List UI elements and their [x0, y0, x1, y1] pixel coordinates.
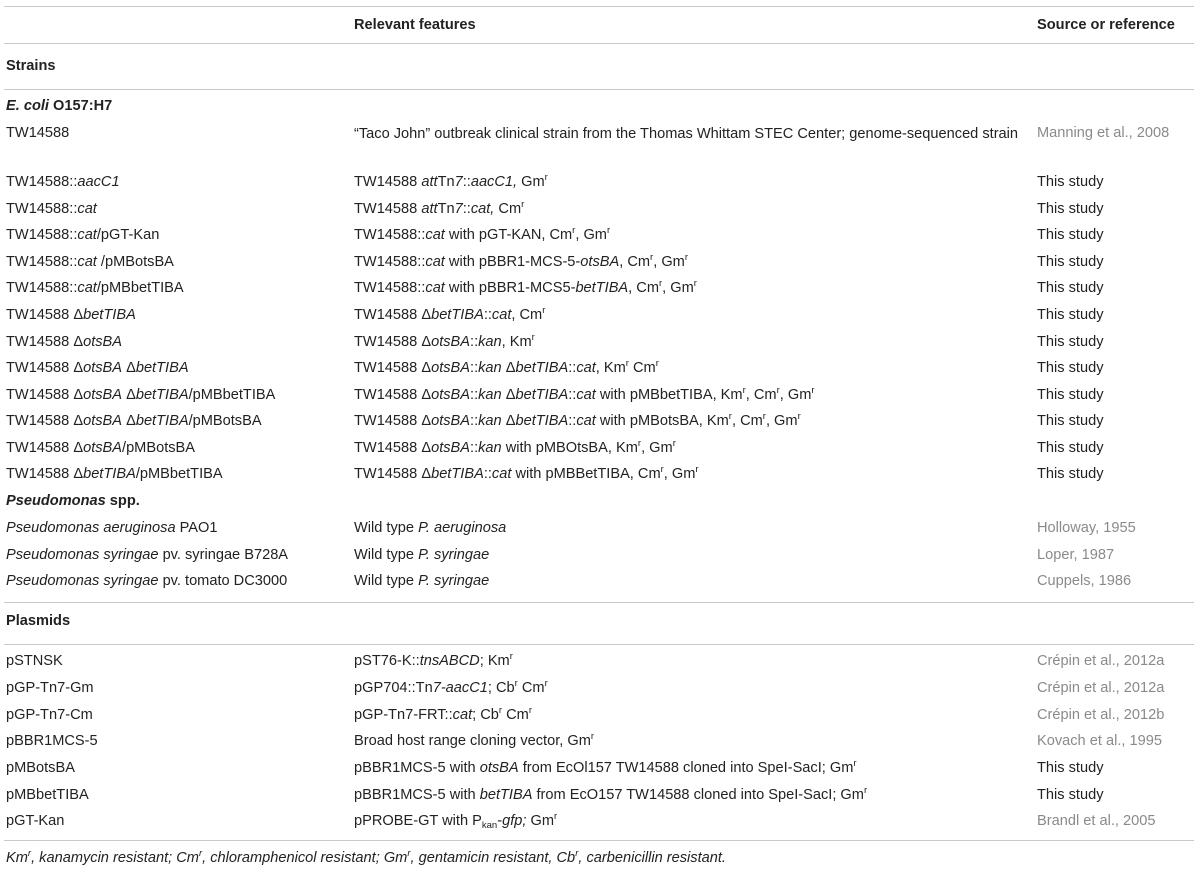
row-reference: This study [1037, 413, 1104, 429]
row-name: TW14588 ΔotsBA ΔbetTIBA [6, 360, 189, 376]
row-features: pBBR1MCS-5 with betTIBA from EcO157 TW14588 cloned into SpeI-SacI; Gm$^r$ [354, 785, 868, 803]
header-rule [4, 43, 1194, 44]
row-features: TW14588 ΔotsBA::kan with pMBOtsBA, Km$^r$, Gm$^r$ [354, 438, 676, 456]
row-name: pGP-Tn7-Cm [6, 707, 93, 723]
row-reference: This study [1037, 254, 1104, 270]
top-rule [4, 6, 1194, 7]
row-reference: This study [1037, 227, 1104, 243]
row-reference: This study [1037, 440, 1104, 456]
row-features: pGP704::Tn7-aacC1; Cb$^r$ Cm$^r$ [354, 678, 548, 696]
row-reference: Holloway, 1955 [1037, 520, 1136, 536]
row-features: “Taco John” outbreak clinical strain from the Thomas Whittam STEC Center; genome-sequenced strain [354, 126, 1019, 142]
row-name: TW14588 [6, 125, 70, 141]
row-name: TW14588::cat /pMBotsBA [6, 254, 174, 270]
row-features: TW14588 ΔotsBA::kan, Km$^r$ [354, 332, 535, 350]
row-name: pBBR1MCS-5 [6, 733, 98, 749]
row-name: pGT-Kan [6, 813, 65, 829]
row-name: pSTNSK [6, 653, 63, 669]
row-name: Pseudomonas syringae pv. tomato DC3000 [6, 573, 288, 589]
row-features: Wild type P. aeruginosa [354, 520, 507, 536]
row-name: Pseudomonas syringae pv. syringae B728A [6, 547, 289, 563]
row-reference: This study [1037, 280, 1104, 296]
row-reference: Crépin et al., 2012b [1037, 707, 1165, 723]
row-reference: This study [1037, 334, 1104, 350]
row-reference: This study [1037, 307, 1104, 323]
row-name: pGP-Tn7-Gm [6, 680, 94, 696]
row-reference: This study [1037, 387, 1104, 403]
row-reference: Kovach et al., 1995 [1037, 733, 1162, 749]
plasmids-top-rule [4, 602, 1194, 603]
row-features: TW14588::cat with pGT-KAN, Cm$^r$, Gm$^r$ [354, 225, 611, 243]
row-reference: Brandl et al., 2005 [1037, 813, 1156, 829]
row-features: pGP-Tn7-FRT::cat; Cb$^r$ Cm$^r$ [354, 705, 533, 723]
strains-rule [4, 89, 1194, 90]
row-features: pST76-K::tnsABCD; Km$^r$ [354, 651, 513, 669]
row-features: Wild type P. syringae [354, 547, 490, 563]
row-reference: Crépin et al., 2012a [1037, 680, 1165, 696]
row-reference: This study [1037, 760, 1104, 776]
row-reference: Loper, 1987 [1037, 547, 1115, 563]
row-features: TW14588 attTn7::aacC1, Gm$^r$ [354, 172, 548, 190]
row-name: TW14588 ΔbetTIBA/pMBbetTIBA [6, 466, 223, 482]
table-footnote: Km$^r$, kanamycin resistant; Cm$^r$, chloramphenicol resistant; Gm$^r$, gentamicin resistant, Cb$^r$, carbenicillin resistant. [6, 848, 726, 866]
row-features: TW14588::cat with pBBR1-MCS5-betTIBA, Cm$^r$, Gm$^r$ [354, 278, 697, 296]
row-name: TW14588::cat/pMBbetTIBA [6, 280, 184, 296]
header-source: Source or reference [1037, 17, 1175, 33]
row-features: TW14588 ΔotsBA::kan ΔbetTIBA::cat with pMBbetTIBA, Km$^r$, Cm$^r$, Gm$^r$ [354, 385, 815, 403]
subsection-title: E. coli O157:H7 [6, 98, 113, 114]
section-title: Strains [6, 58, 56, 74]
row-reference: This study [1037, 201, 1104, 217]
header-features: Relevant features [354, 17, 476, 33]
row-features: TW14588::cat with pBBR1-MCS-5-otsBA, Cm$^r$, Gm$^r$ [354, 252, 689, 270]
row-name: TW14588::aacC1 [6, 174, 120, 190]
row-features: pPROBE-GT with $P_{kan}$-gfp; Gm$^r$ [354, 811, 558, 831]
row-name: TW14588 ΔotsBA [6, 334, 123, 350]
subsection-title: Pseudomonas spp. [6, 493, 140, 509]
row-name: TW14588 ΔotsBA ΔbetTIBA/pMBotsBA [6, 413, 262, 429]
row-name: TW14588 ΔbetTIBA [6, 307, 136, 323]
row-name: TW14588 ΔotsBA ΔbetTIBA/pMBbetTIBA [6, 387, 276, 403]
row-reference: Crépin et al., 2012a [1037, 653, 1165, 669]
plasmids-rule [4, 644, 1194, 645]
bottom-rule [4, 840, 1194, 841]
row-features: TW14588 attTn7::cat, Cm$^r$ [354, 199, 525, 217]
row-reference: Manning et al., 2008 [1037, 125, 1170, 141]
row-features: Broad host range cloning vector, Gm$^r$ [354, 731, 595, 749]
row-features: TW14588 ΔotsBA::kan ΔbetTIBA::cat with pMBotsBA, Km$^r$, Cm$^r$, Gm$^r$ [354, 411, 801, 429]
row-features: TW14588 ΔbetTIBA::cat, Cm$^r$ [354, 305, 546, 323]
row-name: pMBbetTIBA [6, 787, 89, 803]
row-name: TW14588 ΔotsBA/pMBotsBA [6, 440, 196, 456]
row-reference: This study [1037, 174, 1104, 190]
row-features: pBBR1MCS-5 with otsBA from EcOl157 TW14588 cloned into SpeI-SacI; Gm$^r$ [354, 758, 857, 776]
row-reference: Cuppels, 1986 [1037, 573, 1132, 589]
row-reference: This study [1037, 466, 1104, 482]
row-features: Wild type P. syringae [354, 573, 490, 589]
row-name: Pseudomonas aeruginosa PAO1 [6, 520, 218, 536]
row-features: TW14588 ΔotsBA::kan ΔbetTIBA::cat, Km$^r$ Cm$^r$ [354, 358, 659, 376]
row-name: TW14588::cat [6, 201, 97, 217]
row-reference: This study [1037, 787, 1104, 803]
row-features: TW14588 ΔbetTIBA::cat with pMBBetTIBA, Cm$^r$, Gm$^r$ [354, 464, 699, 482]
section-title: Plasmids [6, 613, 71, 629]
row-reference: This study [1037, 360, 1104, 376]
row-name: pMBotsBA [6, 760, 75, 776]
row-name: TW14588::cat/pGT-Kan [6, 227, 160, 243]
